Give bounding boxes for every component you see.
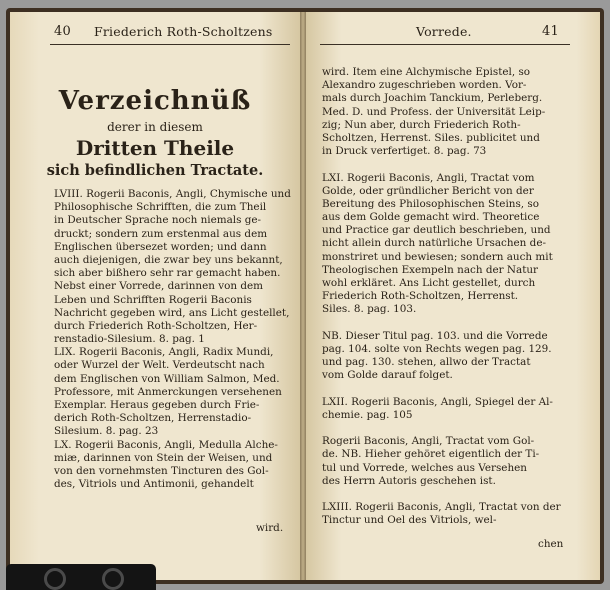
left-text-block: [54, 188, 291, 491]
text-line: LXI. Rogerii Baconis, Angli, Tractat vom: [322, 171, 535, 184]
text-line: LX. Rogerii Baconis, Angli, Medulla Alche-: [54, 438, 278, 451]
text-line: LXIII. Rogerii Baconis, Angli, Tractat von der: [322, 501, 561, 514]
text-line: durch Friederich Roth-Scholtzen, Her-: [54, 319, 258, 332]
text-line: Philosophische Schrifften, die zum Theil: [54, 201, 267, 214]
text-line: Professore, mit Anmerckungen versehenen: [54, 385, 282, 398]
text-line: LIX. Rogerii Baconis, Angli, Radix Mundi,: [54, 346, 274, 359]
page-number: 41: [542, 24, 559, 39]
left-page: [10, 12, 300, 580]
text-line: chemie. pag. 105: [322, 408, 413, 421]
text-line: mals durch Joachim Tanckium, Perleberg.: [322, 92, 543, 105]
text-line: sich aber bißhero sehr rar gemacht haben.: [54, 267, 281, 280]
text-line: oder Wurzel der Welt. Verdeutscht nach: [54, 359, 265, 372]
text-line: monstriret und bewiesen; sondern auch mit: [322, 250, 553, 263]
text-line: des, Vitriols und Antimonii, gehandelt: [54, 478, 254, 491]
text-line: druckt; sondern zum erstenmal aus dem: [54, 227, 268, 240]
running-head: Friederich Roth-Scholtzens: [94, 24, 273, 39]
text-line: Rogerii Baconis, Angli, Tractat vom Gol-: [322, 435, 535, 448]
catchword: wird.: [256, 522, 284, 534]
text-line: wird. Item eine Alchymische Epistel, so: [322, 66, 531, 78]
text-line: vom Golde darauf folget.: [322, 369, 453, 382]
text-line: zig; Nun aber, durch Friederich Roth-: [322, 118, 521, 131]
text-line: pag. 104. solte von Rechts wegen pag. 129.: [322, 342, 552, 355]
section-subtitle: derer in diesem: [107, 120, 203, 134]
text-line: in Druck verfertiget. 8. pag. 73: [322, 145, 487, 158]
right-text-block: [322, 66, 561, 528]
text-line: des Herrn Autoris geschehen ist.: [322, 474, 496, 487]
title-bottom: sich befindlichen Tractate.: [46, 162, 264, 179]
text-line: Friederich Roth-Scholtzen, Herrenst.: [322, 290, 519, 303]
running-head: Vorrede.: [416, 24, 472, 39]
text-line: aus dem Golde gemacht wird. Theoretice: [322, 211, 540, 224]
text-line: in Deutscher Sprache noch niemals ge-: [54, 214, 262, 227]
text-line: auch diejenigen, die zwar bey uns bekannt,: [54, 253, 283, 266]
text-line: Siles. 8. pag. 103.: [322, 303, 417, 316]
text-line: NB. Dieser Titul pag. 103. und die Vorrede: [322, 329, 548, 342]
text-line: Scholtzen, Herrenst. Siles. publicitet und: [322, 131, 540, 144]
text-line: derich Roth-Scholtzen, Herrenstadio-: [54, 412, 252, 425]
text-line: Theologischen Exempeln nach der Natur: [322, 263, 539, 276]
part-title: Dritten Theile: [75, 136, 235, 160]
text-line: Bereitung des Philosophischen Steins, so: [322, 197, 539, 210]
text-line: [322, 488, 561, 501]
text-line: Exemplar. Heraus gegeben durch Frie-: [54, 399, 260, 411]
text-line: de. NB. Hieher gehöret eigentlich der Ti-: [322, 448, 540, 461]
text-line: [322, 158, 561, 171]
section-title: Verzeichnüß: [58, 86, 252, 116]
text-line: und pag. 130. stehen, allwo der Tractat: [322, 356, 531, 369]
text-line: Nebst einer Vorrede, darinnen von dem: [54, 280, 264, 293]
text-line: [322, 317, 561, 330]
clip-ring-icon: [44, 568, 66, 590]
text-line: Nachricht gegeben wird, ans Licht gestellet,: [54, 306, 290, 319]
text-line: Englischen übersezet worden; und dann: [54, 240, 267, 253]
header-rule: [50, 44, 290, 45]
text-line: renstadio-Silesium. 8. pag. 1: [54, 333, 205, 346]
header-rule: [320, 44, 570, 45]
text-line: Tinctur und Oel des Vitriols, wel-: [322, 514, 497, 527]
text-line: LXII. Rogerii Baconis, Angli, Spiegel der Al-: [322, 395, 553, 408]
clip-ring-icon: [102, 568, 124, 590]
text-line: Leben und Schrifften Rogerii Baconis: [54, 293, 252, 306]
right-page: [306, 12, 600, 580]
text-line: und Practice gar deutlich beschrieben, und: [322, 224, 551, 237]
text-line: Golde, oder gründlicher Bericht von der: [322, 184, 534, 197]
text-line: Silesium. 8. pag. 23: [54, 425, 159, 438]
text-line: tul und Vorrede, welches aus Versehen: [322, 461, 527, 474]
text-line: Med. D. und Profess. der Universität Leip-: [322, 105, 546, 118]
text-line: Alexandro zugeschrieben worden. Vor-: [322, 79, 527, 92]
text-line: miæ, darinnen von Stein der Weisen, und: [54, 451, 273, 464]
open-book: [6, 8, 604, 584]
catchword: chen: [538, 538, 564, 550]
text-line: [322, 422, 561, 435]
text-line: von den vornehmsten Tincturen des Gol-: [54, 464, 269, 477]
text-line: wohl erkläret. Ans Licht gestellet, durch: [322, 277, 536, 289]
page-number: 40: [54, 24, 71, 39]
binder-clip: [6, 564, 156, 590]
text-line: [322, 383, 561, 396]
text-line: dem Englischen von William Salmon, Med.: [54, 372, 280, 385]
text-line: nicht allein durch natürliche Ursachen de-: [322, 237, 546, 250]
text-line: LVIII. Rogerii Baconis, Angli, Chymische und: [54, 188, 291, 200]
